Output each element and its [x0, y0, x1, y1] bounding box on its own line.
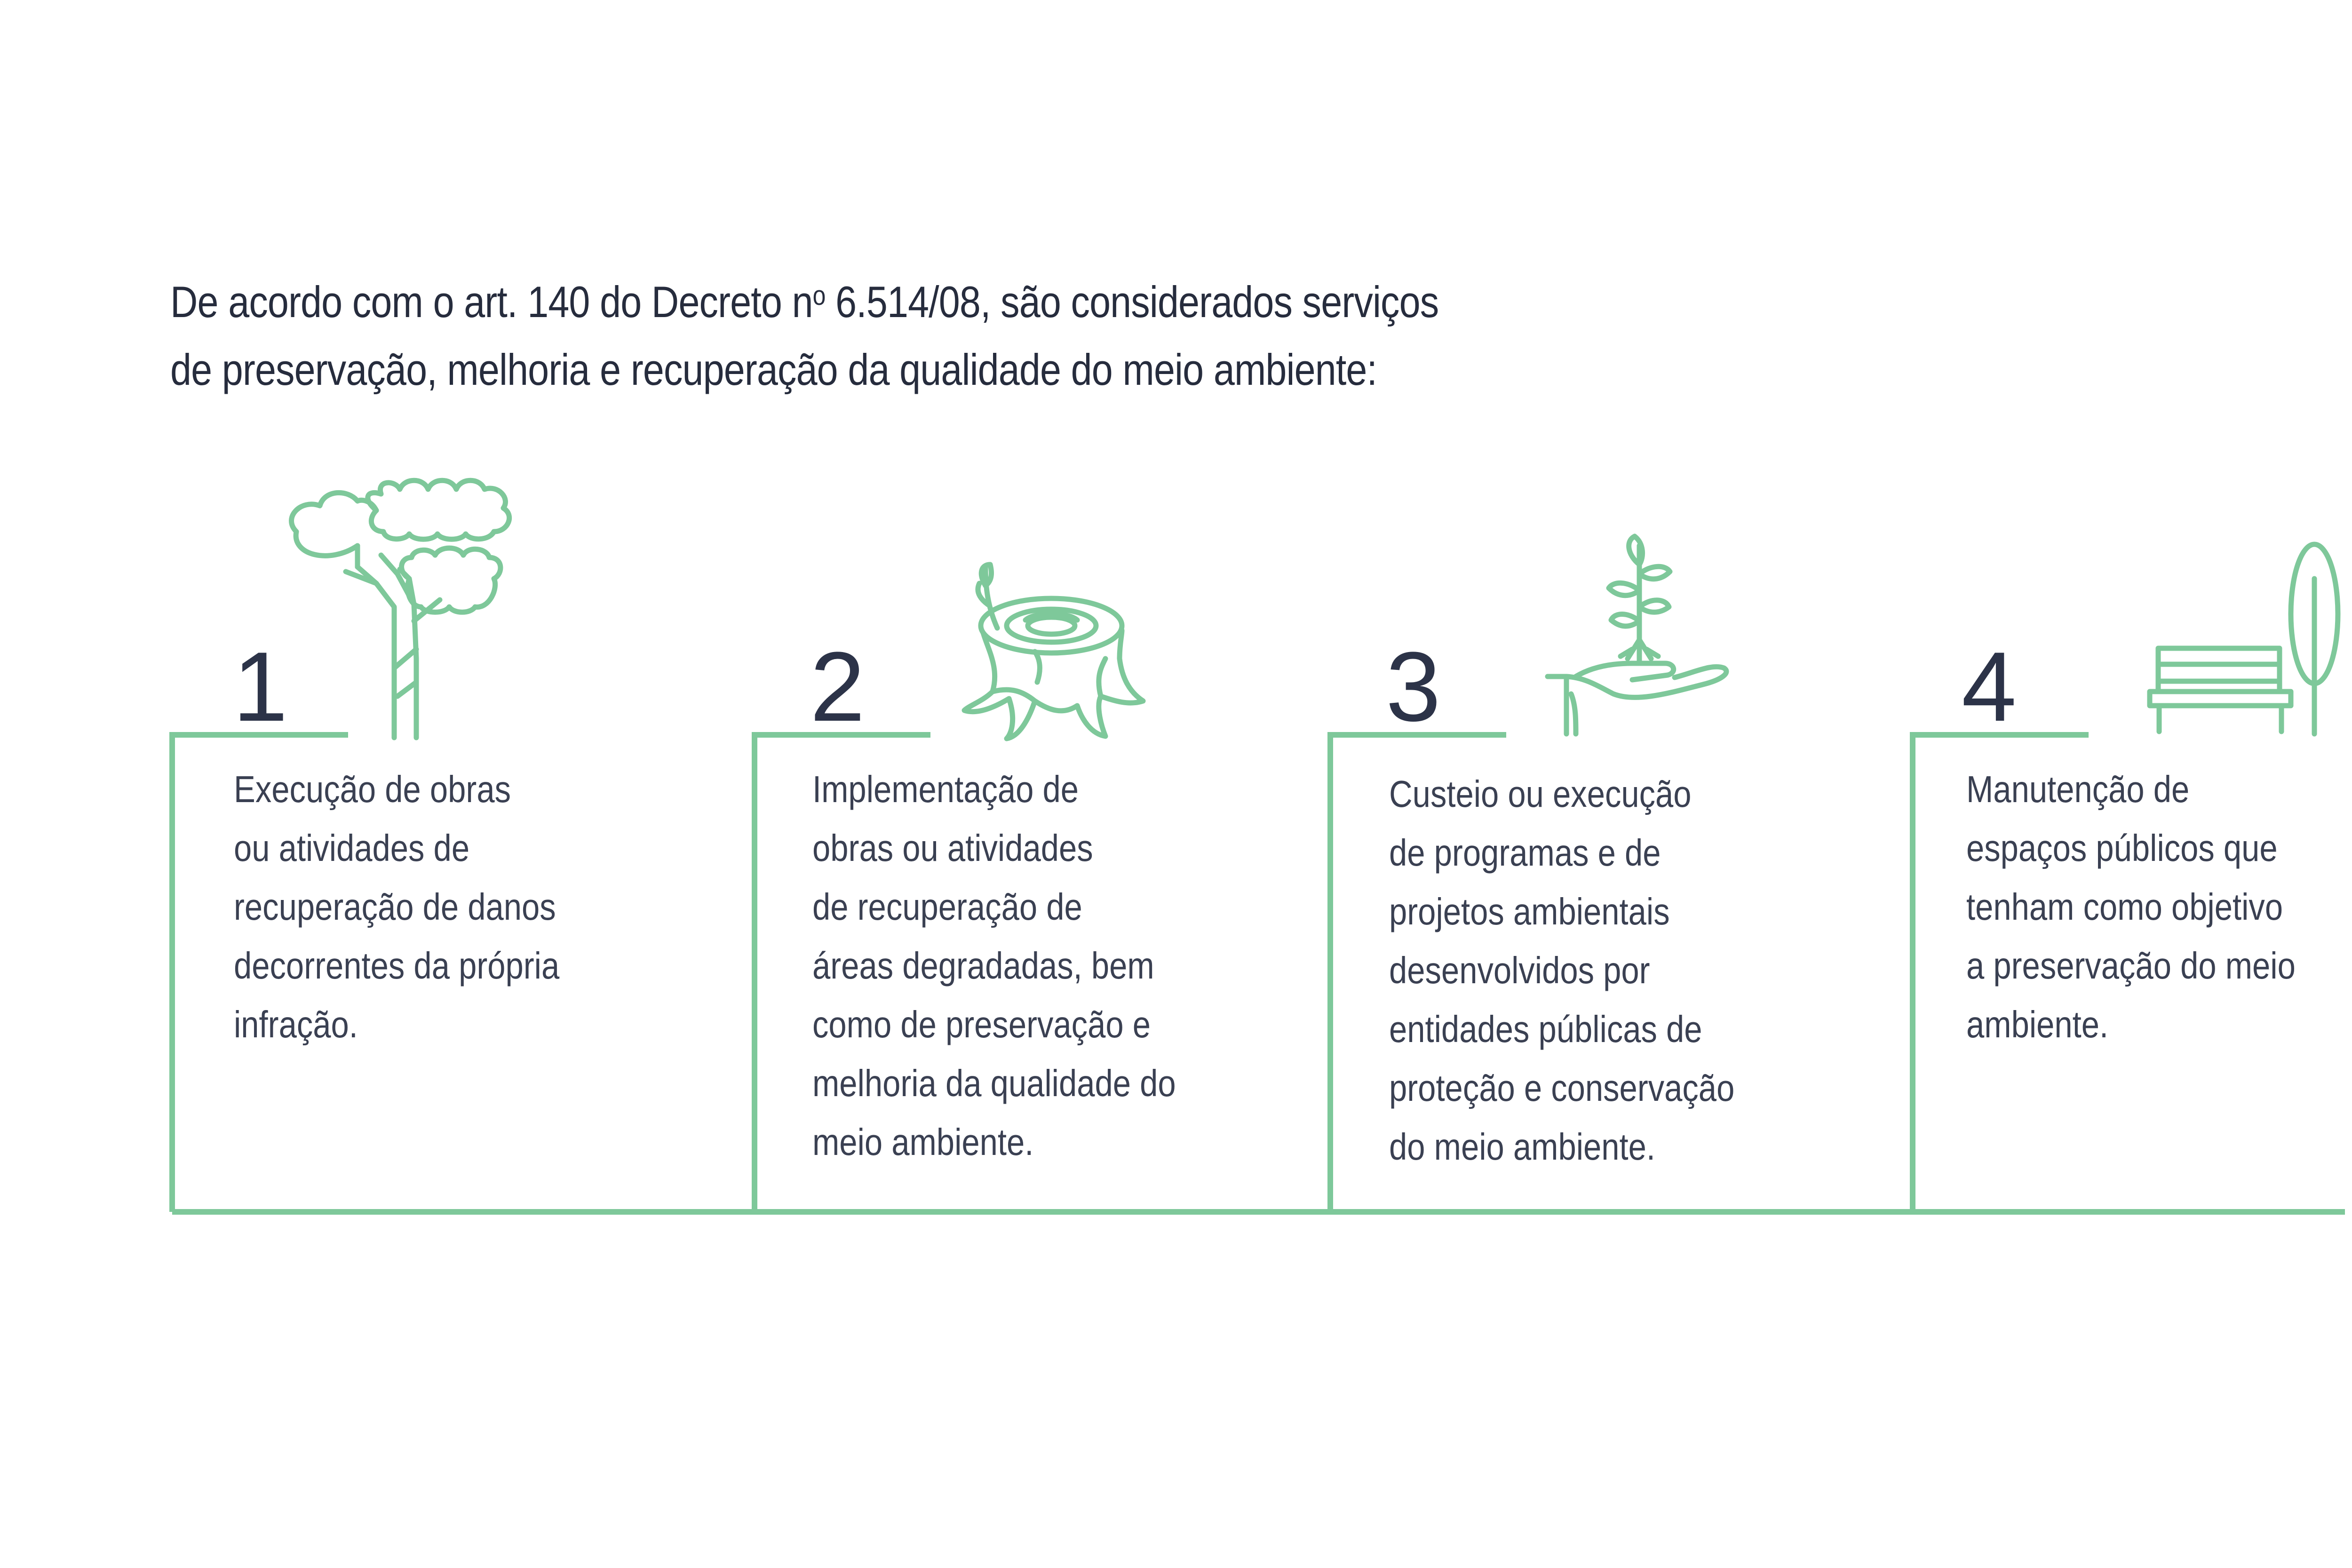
step-1-line: recuperação de danos — [234, 886, 556, 928]
tree-stump-icon — [964, 565, 1143, 739]
step-2-line: melhoria da qualidade do — [812, 1062, 1176, 1104]
step-3-line: de programas e de — [1389, 832, 1661, 874]
step-text-2 — [812, 760, 1176, 1171]
step-2-line: Implementação de — [812, 768, 1079, 810]
step-3-line: entidades públicas de — [1389, 1008, 1702, 1050]
step-2-line: obras ou atividades — [812, 827, 1093, 869]
park-bench-icon — [2150, 544, 2338, 734]
step-number-3: 3 — [1386, 631, 1441, 742]
step-3-line: projetos ambientais — [1389, 891, 1670, 932]
step-1-line: Execução de obras — [234, 768, 511, 810]
tree-icon — [292, 480, 509, 738]
step-2-line: como de preservação e — [812, 1003, 1151, 1045]
step-1-line: infração. — [234, 1003, 358, 1045]
step-2-line: meio ambiente. — [812, 1121, 1034, 1163]
step-1-line: ou atividades de — [234, 827, 470, 869]
step-number-4: 4 — [1962, 631, 2017, 742]
hand-sprout-icon — [1548, 536, 1726, 734]
step-text-3 — [1389, 764, 1734, 1176]
step-text-4 — [1966, 760, 2296, 1054]
step-4-line: a preservação do meio — [1966, 945, 2296, 987]
step-4-line: ambiente. — [1966, 1003, 2109, 1045]
heading-line-1: De acordo com o art. 140 do Decreto $n^o$ 6.514/08, são considerados serviços — [170, 277, 1439, 326]
step-1-line: decorrentes da própria — [234, 945, 560, 987]
step-number-2: 2 — [810, 631, 865, 742]
step-4-line: Manutenção de — [1966, 768, 2190, 810]
step-2-line: de recuperação de — [812, 886, 1082, 928]
step-4-line: espaços públicos que — [1966, 827, 2278, 869]
step-3-line: Custeio ou execução — [1389, 773, 1692, 815]
step-number-1: 1 — [233, 631, 288, 742]
step-3-line: desenvolvidos por — [1389, 949, 1650, 991]
heading-line-2: de preservação, melhoria e recuperação da qualidade do meio ambiente: — [170, 345, 1377, 394]
step-2-line: áreas degradadas, bem — [812, 945, 1154, 987]
step-3-line: proteção e conservação — [1389, 1067, 1735, 1109]
step-3-line: do meio ambiente. — [1389, 1126, 1656, 1168]
step-text-1 — [234, 760, 559, 1054]
step-4-line: tenham como objetivo — [1966, 886, 2283, 928]
